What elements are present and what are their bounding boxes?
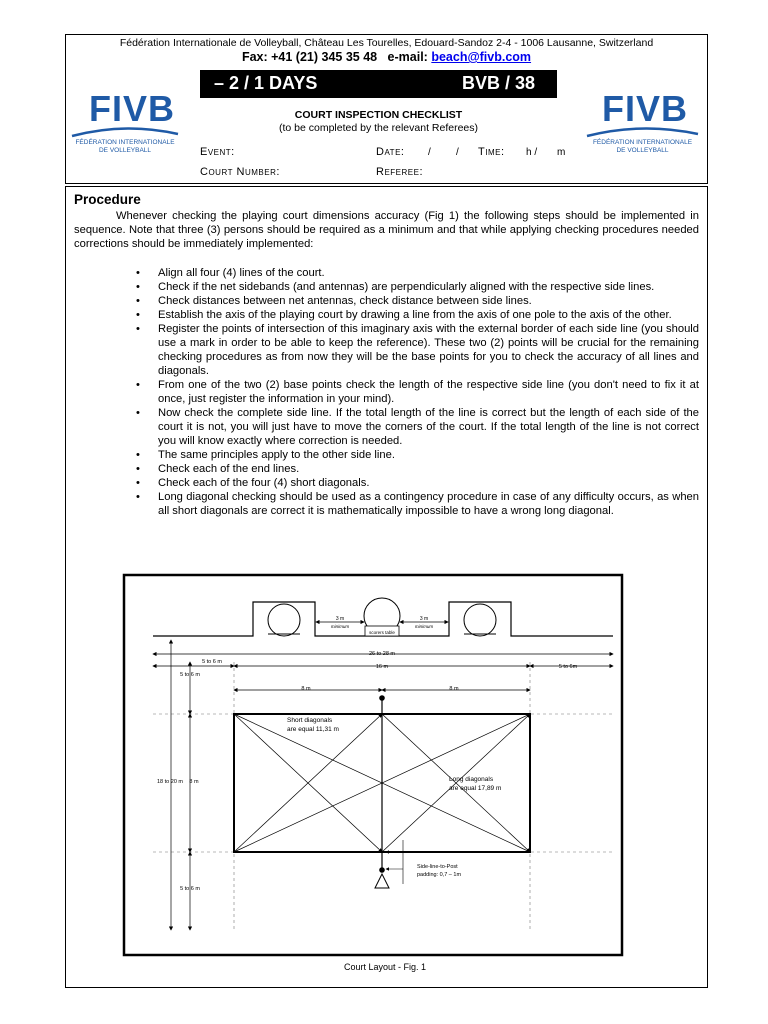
list-item: • Register the points of intersection of this imaginary axis with the external border of each side line (you should use a mark in order to be able to keep the reference). These two (2) points will be crucial for the remaining checking procedures as from now they will be the base points for you to check the accuracy of all lines and diagonals.	[136, 323, 699, 377]
logo-caption-line2: DE VOLLEYBALL	[98, 147, 152, 154]
long-diagonals-value: are equal 17,89 m	[449, 785, 502, 792]
procedure-title: Procedure	[74, 192, 141, 207]
date-separator: /	[456, 147, 459, 158]
bottom-post-icon	[379, 867, 385, 873]
time-label: Time:	[478, 146, 505, 158]
checklist-title: COURT INSPECTION CHECKLIST	[294, 109, 463, 121]
dim-free-zone-top: 5 to 6 m	[180, 672, 200, 678]
dim-total-height: 18 to 20 m	[157, 779, 183, 785]
post-padding-label: Side-line-to-Post	[417, 864, 458, 870]
left-chair-icon	[268, 604, 300, 636]
list-item: • From one of the two (2) base points check the length of the respective side line (you don't need to fix it at once, just register the information in your mind).	[136, 379, 699, 405]
logo-wordmark: FIVB	[89, 88, 176, 129]
logo-wordmark: FIVB	[602, 88, 689, 129]
bullet: •	[136, 323, 140, 335]
bullet: •	[136, 463, 140, 475]
bullet: •	[136, 379, 140, 391]
list-item: • Check distances between net antennas, check distance between side lines.	[136, 295, 532, 307]
dim-free-zone-bottom: 5 to 6 m	[180, 886, 200, 892]
dim-3m-right: 3 m	[419, 616, 429, 622]
dim-court-length: 16 m	[375, 664, 389, 670]
date-separator: /	[428, 147, 431, 158]
list-item: • Check each of the four (4) short diagonals.	[136, 477, 370, 489]
checklist-subtitle: (to be completed by the relevant Referees)	[278, 122, 479, 134]
referee-label: Referee:	[376, 166, 424, 178]
bullet: •	[136, 477, 140, 489]
bullet: •	[136, 295, 140, 307]
list-item: • Establish the axis of the playing court by drawing a line from the axis of one pole to the axis of the other.	[136, 309, 672, 321]
dim-minimum-right: minimum	[414, 624, 434, 629]
referee-stand-icon	[375, 874, 389, 888]
bullet: •	[136, 267, 140, 279]
dim-3m-left: 3 m	[335, 616, 345, 622]
dim-half-right: 8 m	[449, 686, 459, 692]
list-item: • Align all four (4) lines of the court.	[136, 267, 325, 279]
days-label: – 2 / 1 DAYS	[214, 73, 318, 93]
bullet: •	[136, 407, 140, 419]
court-number-label: Court Number:	[200, 166, 280, 178]
email-label: e-mail:	[387, 50, 428, 64]
bullet: •	[136, 309, 140, 321]
dim-minimum-left: minimum	[330, 624, 350, 629]
top-post-icon	[379, 695, 385, 701]
logo-caption-line1: FÉDÉRATION INTERNATIONALE	[592, 139, 693, 146]
logo-caption-line1: FÉDÉRATION INTERNATIONALE	[75, 139, 175, 146]
dim-total-width: 26 to 28 m	[369, 651, 395, 657]
list-item: • Now check the complete side line. If the total length of the line is correct but the length of each side of the court it is not, you will just have to move the corners of the court. If the total length of the line is not correct you will know exactly where correction is needed.	[136, 407, 699, 447]
event-label: Event:	[200, 146, 235, 158]
bullet: •	[136, 449, 140, 461]
list-item: • Long diagonal checking should be used as a contingency procedure in case of any difficulty occurs, as when all short diagonals are correct it is mathematically impossible to have a wrong long diagonal.	[136, 491, 699, 517]
right-chair-icon	[464, 604, 496, 636]
post-padding-value: padding: 0,7 – 1m	[417, 872, 462, 878]
time-minutes: m	[557, 147, 566, 158]
dim-court-width: 8 m	[189, 779, 199, 785]
bullet: •	[136, 491, 140, 503]
bullet: •	[136, 281, 140, 293]
time-hours: h /	[526, 147, 538, 158]
scorers-table-label: scorers table	[369, 630, 395, 635]
dim-free-zone-right: 5 to 6m	[558, 664, 578, 670]
email-link[interactable]: beach@fivb.com	[431, 50, 532, 64]
fax-number: Fax: +41 (21) 345 35 48	[241, 50, 378, 64]
short-diagonals-label: Short diagonals	[287, 717, 333, 724]
figure-caption: Court Layout - Fig. 1	[343, 962, 427, 972]
procedure-intro: Whenever checking the playing court dimensions accuracy (Fig 1) the following steps should be implemented in sequence. Note that three (3) persons should be required as a minimum and that while applying checking procedures needed corrections should be immediately implemented:	[74, 210, 699, 250]
long-diagonals-label: Long diagonals	[449, 776, 494, 783]
dim-half-left: 8 m	[301, 686, 311, 692]
short-diagonals-value: are equal 11,31 m	[287, 726, 339, 733]
list-item: • Check each of the end lines.	[136, 463, 300, 475]
list-item: • Check if the net sidebands (and antennas) are perpendicularly aligned with the respective side lines.	[136, 281, 655, 293]
form-code: BVB / 38	[461, 73, 535, 93]
list-item: • The same principles apply to the other side line.	[136, 449, 395, 461]
date-label: Date:	[376, 146, 405, 158]
dim-free-zone-left: 5 to 6 m	[202, 659, 222, 665]
logo-caption-line2: DE VOLLEYBALL	[616, 147, 669, 154]
federation-address: Fédération Internationale de Volleyball, Château Les Tourelles, Edouard-Sandoz 2-4 - 1006 Lausanne, Switzerland	[119, 37, 654, 49]
